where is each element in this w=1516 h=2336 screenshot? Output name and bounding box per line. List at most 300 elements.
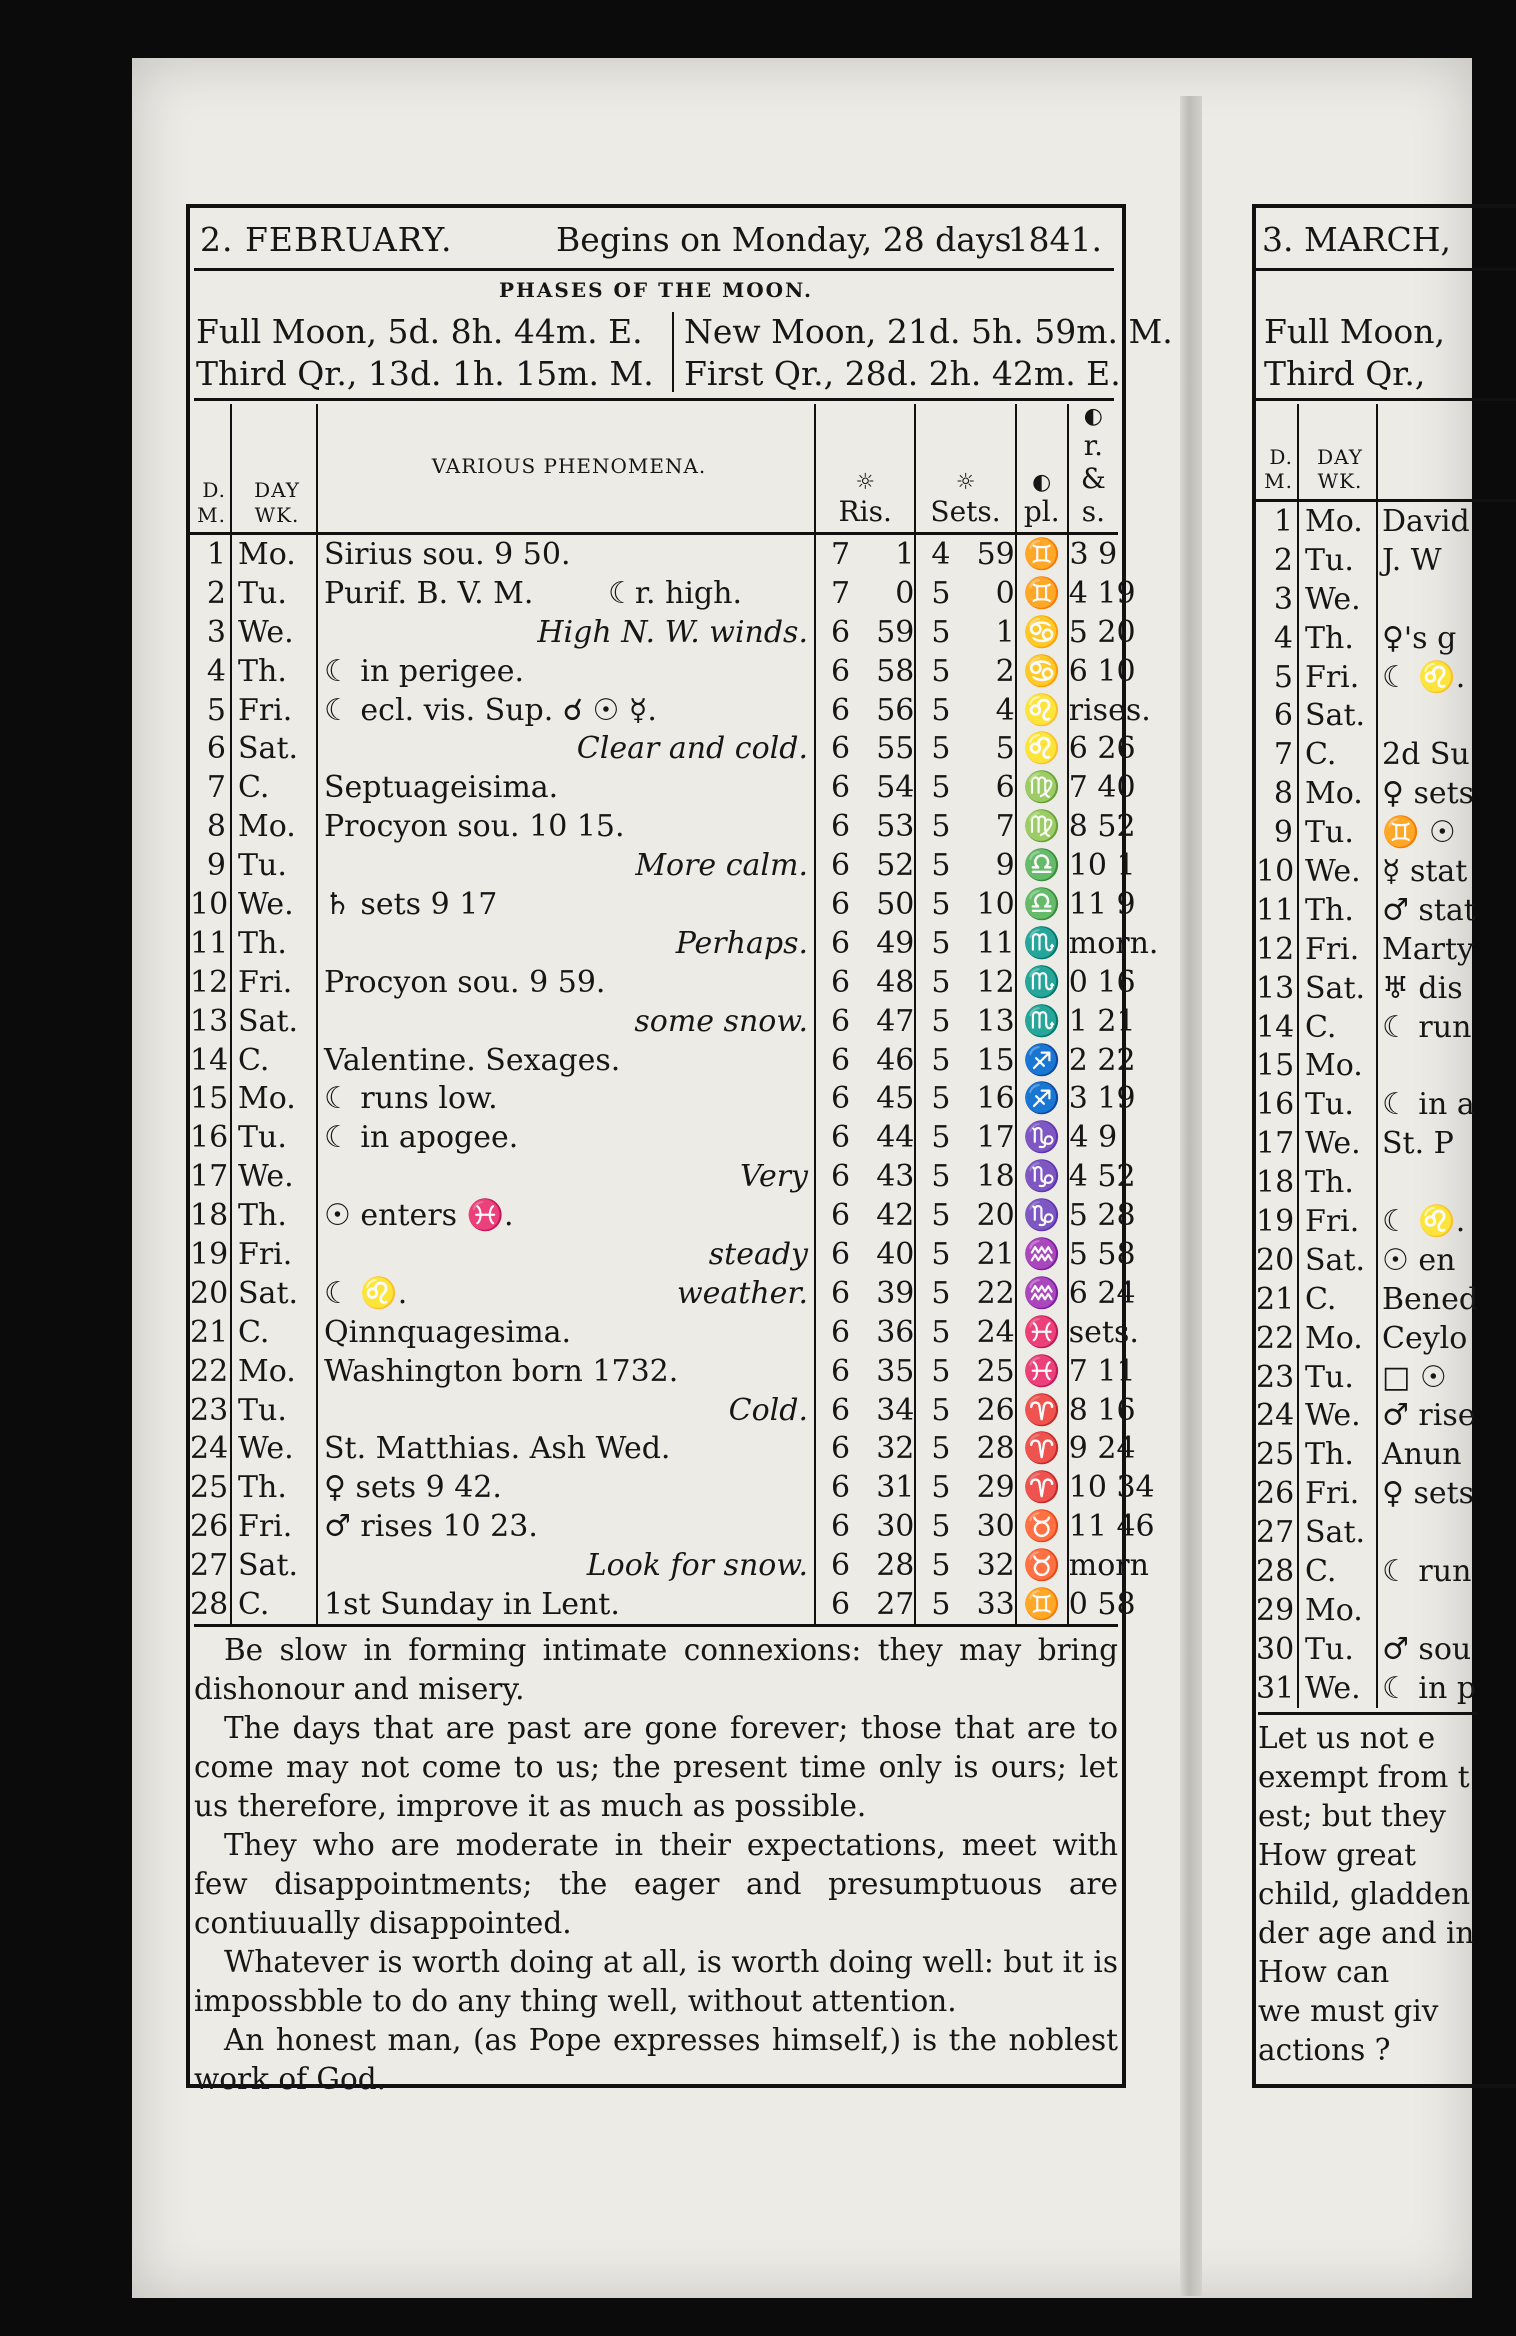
day-of-week: Th.	[231, 1468, 317, 1507]
weather-text: Clear and cold.	[576, 731, 808, 767]
moon-rise-set: 5 28	[1068, 1198, 1136, 1234]
march-table-row	[1256, 1474, 1516, 1513]
march-day-of-week: Mo.	[1298, 1046, 1377, 1085]
sunrise-hour: 6	[831, 886, 851, 922]
sunrise-minute: 45	[865, 1079, 915, 1118]
march-phenomena: ☾ run	[1382, 1553, 1472, 1589]
sunset-hour: 5	[931, 692, 951, 728]
sunset-minute: 17	[966, 1118, 1016, 1157]
moon-place: ♍	[1016, 807, 1068, 846]
sunset-minute: 4	[966, 691, 1016, 730]
sunset-hour: 5	[931, 1081, 951, 1117]
sunset-minute: 0	[966, 574, 1016, 613]
moon-place: ♊	[1016, 574, 1068, 613]
sunset-hour: 5	[931, 1236, 951, 1272]
phenomena-cell	[317, 1313, 815, 1352]
sunrise-hour: 6	[831, 1353, 851, 1389]
march-table-row	[1256, 619, 1516, 658]
march-day-of-week: Th.	[1298, 1435, 1377, 1474]
day-of-month: 9	[190, 846, 231, 885]
march-phenomena	[1377, 1513, 1516, 1552]
march-phenomena	[1377, 580, 1516, 619]
day-of-week: We.	[231, 1157, 317, 1196]
moon-place: ♐	[1016, 1041, 1068, 1080]
sunset-minute: 26	[966, 1391, 1016, 1430]
march-phenomena: ♀ sets	[1382, 776, 1475, 812]
phenomena-cell	[317, 1041, 815, 1080]
march-phenomena: Bened	[1382, 1281, 1479, 1317]
sunrise-hour: 7	[831, 575, 851, 611]
march-table-row	[1256, 1669, 1516, 1708]
sunrise-hour: 6	[831, 1586, 851, 1622]
phenomena-cell	[317, 1585, 815, 1624]
sunrise-minute: 44	[865, 1118, 915, 1157]
march-phenomena	[1377, 1163, 1516, 1202]
moon-rise-set: 3 19	[1068, 1081, 1136, 1117]
moon-rise-set: 3 9	[1069, 536, 1118, 572]
sunset-minute: 21	[966, 1235, 1016, 1274]
sunset-hour: 5	[931, 1275, 951, 1311]
day-of-month: 21	[190, 1313, 231, 1352]
march-day-of-month: 3	[1256, 580, 1298, 619]
year-label: 1841.	[1007, 220, 1102, 259]
table-row	[190, 1468, 1118, 1507]
sunset-minute: 9	[966, 846, 1016, 885]
march-day-of-week: Fri.	[1298, 658, 1377, 697]
moon-icon: ◐	[1032, 470, 1052, 495]
sunrise-minute: 54	[865, 768, 915, 807]
col-moon-rise-set: ◐ r. & s.	[1068, 404, 1118, 534]
sunrise-minute: 32	[865, 1429, 915, 1468]
sunrise-hour: 6	[831, 1081, 851, 1117]
sunrise-hour: 6	[831, 964, 851, 1000]
day-of-month: 11	[190, 924, 231, 963]
sunrise-hour: 6	[831, 1548, 851, 1584]
phenomena-cell	[317, 1118, 815, 1157]
march-page	[1252, 204, 1479, 2104]
sunrise-minute: 35	[865, 1352, 915, 1391]
table-row	[190, 963, 1118, 1002]
march-table-row	[1256, 1241, 1516, 1280]
march-table-row	[1256, 541, 1516, 580]
day-of-month: 28	[190, 1585, 231, 1624]
march-day-of-week: Th.	[1298, 891, 1377, 930]
march-day-of-week: We.	[1298, 1124, 1377, 1163]
sunset-hour: 4	[931, 536, 951, 572]
march-day-of-week: We.	[1298, 852, 1377, 891]
phase-third-quarter: Third Qr., 13d. 1h. 15m. M.	[196, 354, 654, 393]
march-phenomena	[1377, 1591, 1516, 1630]
moon-place: ♓	[1016, 1352, 1068, 1391]
day-of-week: Mo.	[231, 534, 317, 574]
day-of-week: Tu.	[231, 1391, 317, 1430]
day-of-week: Fri.	[231, 963, 317, 1002]
day-of-week: Tu.	[231, 846, 317, 885]
sunrise-minute: 0	[865, 574, 915, 613]
march-table-row	[1256, 696, 1516, 735]
weather-text: More calm.	[635, 848, 808, 884]
moon-rise-set: 0 16	[1068, 964, 1136, 1000]
march-phenomena: David	[1382, 503, 1470, 539]
march-day-of-month: 2	[1256, 541, 1298, 580]
march-day-of-week: Tu.	[1298, 1358, 1377, 1397]
sunset-minute: 11	[966, 924, 1016, 963]
table-row	[190, 534, 1118, 574]
table-row	[190, 1118, 1118, 1157]
march-day-of-week: C.	[1298, 1552, 1377, 1591]
phenomenon-text: Washington born 1732.	[324, 1353, 679, 1389]
february-table	[190, 404, 1159, 1624]
table-row	[190, 1079, 1118, 1118]
table-row	[190, 846, 1118, 885]
moon-rise-set: 5 20	[1068, 614, 1136, 650]
sunrise-minute: 59	[865, 613, 915, 652]
table-row	[190, 1429, 1118, 1468]
phenomenon-text: ☾ in apogee.	[324, 1120, 519, 1156]
day-of-month: 15	[190, 1079, 231, 1118]
march-text-line: est; but they	[1258, 1799, 1446, 1833]
sunrise-minute: 53	[865, 807, 915, 846]
moon-place: ♉	[1016, 1507, 1068, 1546]
march-day-of-week: Fri.	[1298, 930, 1377, 969]
phase-divider	[672, 312, 674, 392]
moon-place: ♊	[1016, 534, 1068, 574]
moon-place: ♑	[1016, 1157, 1068, 1196]
march-table-row	[1256, 1163, 1516, 1202]
moon-rise-set: sets.	[1068, 1314, 1139, 1350]
phenomenon-text: ♂ rises 10 23.	[324, 1509, 538, 1545]
moon-rise-set: 9 24	[1068, 1431, 1136, 1467]
moon-place: ♒	[1016, 1274, 1068, 1313]
march-day-of-month: 9	[1256, 813, 1298, 852]
phase-full-moon: Full Moon, 5d. 8h. 44m. E.	[196, 312, 643, 351]
march-day-of-month: 25	[1256, 1435, 1298, 1474]
march-day-of-month: 20	[1256, 1241, 1298, 1280]
phenomenon-text: Sirius sou. 9 50.	[324, 536, 571, 572]
sunset-hour: 5	[931, 1470, 951, 1506]
day-of-month: 24	[190, 1429, 231, 1468]
weather-text: weather.	[676, 1275, 808, 1311]
march-day-of-week: Th.	[1298, 1163, 1377, 1202]
sunrise-minute: 56	[865, 691, 915, 730]
phenomenon-text: ☾ runs low.	[324, 1081, 498, 1117]
march-day-of-week: Mo.	[1298, 1591, 1377, 1630]
february-page	[186, 204, 1173, 2096]
march-header-rule	[1256, 268, 1516, 271]
phenomena-cell	[317, 1468, 815, 1507]
moon-rise-set: 6 10	[1068, 653, 1136, 689]
march-day-of-week: We.	[1298, 1669, 1377, 1708]
sunset-minute: 16	[966, 1079, 1016, 1118]
sunrise-hour: 6	[831, 1470, 851, 1506]
phenomena-cell	[317, 652, 815, 691]
phenomena-cell	[317, 885, 815, 924]
day-of-week: C.	[231, 1041, 317, 1080]
march-phenomena: Marty	[1382, 931, 1474, 967]
day-of-month: 1	[190, 534, 231, 574]
sunrise-minute: 36	[865, 1313, 915, 1352]
march-table-row	[1256, 1396, 1516, 1435]
day-of-week: We.	[231, 885, 317, 924]
phenomenon-text: Septuageisima.	[324, 770, 559, 806]
moon-rise-set: 6 24	[1068, 1275, 1136, 1311]
march-phenomena: ☉ en	[1382, 1242, 1456, 1278]
moon-icon: ◐	[1083, 404, 1103, 429]
march-day-of-month: 12	[1256, 930, 1298, 969]
col-sun-sets: ☼ Sets.	[915, 404, 1015, 534]
march-day-of-week: We.	[1298, 580, 1377, 619]
day-of-month: 16	[190, 1118, 231, 1157]
march-table-row	[1256, 580, 1516, 619]
march-text-line: exempt from t	[1258, 1760, 1470, 1794]
march-day-of-month: 21	[1256, 1280, 1298, 1319]
sunset-minute: 24	[966, 1313, 1016, 1352]
march-phenomena: ☾ run	[1382, 1009, 1472, 1045]
march-col-day-of-month: D. M.	[1256, 404, 1298, 501]
march-maxims	[1258, 1712, 1478, 2070]
sunrise-minute: 28	[865, 1546, 915, 1585]
march-table-row	[1256, 1358, 1516, 1397]
day-of-month: 14	[190, 1041, 231, 1080]
march-phenomena: ☿ stat	[1382, 853, 1468, 889]
day-of-week: C.	[231, 1313, 317, 1352]
march-text-line: How great	[1258, 1838, 1417, 1872]
phenomena-cell	[317, 924, 815, 963]
march-table-row	[1256, 969, 1516, 1008]
sunrise-minute: 48	[865, 963, 915, 1002]
march-day-of-week: Tu.	[1298, 1630, 1377, 1669]
sunset-hour: 5	[931, 964, 951, 1000]
sunset-minute: 13	[966, 1002, 1016, 1041]
day-of-week: Sat.	[231, 1002, 317, 1041]
table-row	[190, 924, 1118, 963]
day-of-month: 10	[190, 885, 231, 924]
table-row	[190, 1235, 1118, 1274]
sunrise-hour: 7	[831, 536, 851, 572]
sunrise-hour: 6	[831, 1392, 851, 1428]
sunset-minute: 10	[966, 885, 1016, 924]
phenomenon-text: Valentine. Sexages.	[324, 1042, 621, 1078]
sunrise-minute: 43	[865, 1157, 915, 1196]
header-rule	[194, 268, 1114, 271]
phenomena-cell	[317, 691, 815, 730]
phenomena-cell	[317, 768, 815, 807]
moon-place: ♌	[1016, 729, 1068, 768]
day-of-week: Th.	[231, 924, 317, 963]
march-day-of-month: 6	[1256, 696, 1298, 735]
phenomena-cell	[317, 1274, 815, 1313]
march-day-of-month: 14	[1256, 1008, 1298, 1047]
sunrise-minute: 58	[865, 652, 915, 691]
sunset-hour: 5	[931, 886, 951, 922]
phenomenon-text: Procyon sou. 10 15.	[324, 809, 625, 845]
sunset-hour: 5	[931, 848, 951, 884]
sunset-hour: 5	[931, 1509, 951, 1545]
sunrise-minute: 34	[865, 1391, 915, 1430]
sunset-hour: 5	[931, 1003, 951, 1039]
phenomena-cell	[317, 1196, 815, 1235]
day-of-month: 6	[190, 729, 231, 768]
march-text-line: child, gladden	[1258, 1877, 1471, 1911]
day-of-month: 2	[190, 574, 231, 613]
march-table-row	[1256, 1513, 1516, 1552]
march-day-of-week: C.	[1298, 735, 1377, 774]
day-of-month: 18	[190, 1196, 231, 1235]
phenomena-cell	[317, 1002, 815, 1041]
march-phenomena: ♊ ☉	[1382, 815, 1456, 851]
march-phenomena: ♂ stat	[1382, 892, 1476, 928]
march-phenomena: Ceylo	[1382, 1320, 1468, 1356]
march-phenomena: ☾ ♌.	[1382, 1203, 1466, 1239]
phenomena-cell	[317, 1079, 815, 1118]
moon-place: ♈	[1016, 1468, 1068, 1507]
march-day-of-week: C.	[1298, 1280, 1377, 1319]
col-day-of-month: D. M.	[190, 404, 231, 534]
sunrise-hour: 6	[831, 1003, 851, 1039]
march-table-row	[1256, 1435, 1516, 1474]
sunset-minute: 33	[966, 1585, 1016, 1624]
march-table-row	[1256, 1630, 1516, 1669]
sunset-hour: 5	[931, 731, 951, 767]
day-of-week: Fri.	[231, 1507, 317, 1546]
sunrise-hour: 6	[831, 1431, 851, 1467]
moon-rise-set: 1 21	[1068, 1003, 1136, 1039]
sunrise-hour: 6	[831, 731, 851, 767]
weather-text: High N. W. winds.	[537, 614, 808, 650]
march-day-of-month: 5	[1256, 658, 1298, 697]
moon-place: ♎	[1016, 885, 1068, 924]
table-row	[190, 1313, 1118, 1352]
day-of-week: Fri.	[231, 1235, 317, 1274]
sunrise-minute: 49	[865, 924, 915, 963]
day-of-week: Th.	[231, 652, 317, 691]
sunset-hour: 5	[931, 1198, 951, 1234]
moon-place: ♍	[1016, 768, 1068, 807]
march-phenomena: ☾ ♌.	[1382, 659, 1466, 695]
phase-new-moon: New Moon, 21d. 5h. 59m. M.	[684, 312, 1173, 351]
sunset-minute: 18	[966, 1157, 1016, 1196]
march-day-of-month: 31	[1256, 1669, 1298, 1708]
table-row	[190, 691, 1118, 730]
march-text-line: we must giv	[1258, 1994, 1439, 2028]
sunrise-minute: 42	[865, 1196, 915, 1235]
march-table-row	[1256, 658, 1516, 697]
march-text-line: How can	[1258, 1955, 1390, 1989]
march-day-of-week: Mo.	[1298, 774, 1377, 813]
day-of-month: 5	[190, 691, 231, 730]
moon-place: ♋	[1016, 652, 1068, 691]
sunset-minute: 29	[966, 1468, 1016, 1507]
sunset-hour: 5	[931, 1586, 951, 1622]
march-day-of-month: 11	[1256, 891, 1298, 930]
month-begins: Begins on Monday, 28 days	[556, 220, 1012, 259]
sunrise-minute: 1	[865, 534, 915, 574]
march-day-of-month: 22	[1256, 1319, 1298, 1358]
march-phenomena: 2d Su	[1382, 737, 1470, 773]
sunset-hour: 5	[931, 1548, 951, 1584]
march-day-of-week: C.	[1298, 1008, 1377, 1047]
weather-text: some snow.	[634, 1003, 808, 1039]
table-row	[190, 729, 1118, 768]
phenomenon-text: 1st Sunday in Lent.	[324, 1586, 620, 1622]
sunrise-minute: 39	[865, 1274, 915, 1313]
march-col-phenomena	[1377, 404, 1516, 501]
moon-place: ♑	[1016, 1196, 1068, 1235]
sun-icon: ☼	[955, 470, 976, 495]
moon-rise-set: 11 9	[1068, 886, 1136, 922]
march-table-row	[1256, 1046, 1516, 1085]
day-of-week: We.	[231, 613, 317, 652]
day-of-week: Sat.	[231, 729, 317, 768]
day-of-month: 7	[190, 768, 231, 807]
day-of-month: 4	[190, 652, 231, 691]
march-table-row	[1256, 1552, 1516, 1591]
march-phenomena: St. P	[1382, 1126, 1454, 1162]
day-of-month: 22	[190, 1352, 231, 1391]
march-day-of-week: Sat.	[1298, 969, 1377, 1008]
moon-place: ♏	[1016, 963, 1068, 1002]
march-day-of-month: 30	[1256, 1630, 1298, 1669]
moon-place: ♈	[1016, 1429, 1068, 1468]
march-day-of-week: Sat.	[1298, 1513, 1377, 1552]
sunrise-hour: 6	[831, 1275, 851, 1311]
march-day-of-week: Tu.	[1298, 1085, 1377, 1124]
march-day-of-month: 29	[1256, 1591, 1298, 1630]
march-phenomena: ♂ rise	[1382, 1398, 1476, 1434]
moon-place: ♉	[1016, 1546, 1068, 1585]
maxim-paragraph: Be slow in forming intimate connexions: they may bring dishonour and misery.	[194, 1633, 1118, 1706]
moon-rise-set: 8 52	[1068, 809, 1136, 845]
sunrise-hour: 6	[831, 653, 851, 689]
day-of-month: 25	[190, 1468, 231, 1507]
moon-rise-set: morn	[1068, 1548, 1149, 1584]
moon-rise-set: rises.	[1068, 692, 1151, 728]
moon-place: ♓	[1016, 1313, 1068, 1352]
day-of-week: Th.	[231, 1196, 317, 1235]
march-table-row	[1256, 852, 1516, 891]
sunset-minute: 30	[966, 1507, 1016, 1546]
moon-place: ♒	[1016, 1235, 1068, 1274]
march-phenomena: ♅ dis	[1382, 970, 1463, 1006]
sunrise-hour: 6	[831, 1042, 851, 1078]
march-day-of-month: 19	[1256, 1202, 1298, 1241]
march-table	[1256, 404, 1516, 1708]
phenomena-cell	[317, 574, 815, 613]
moon-place: ♋	[1016, 613, 1068, 652]
maxim-paragraph: The days that are past are gone forever; those that are to come may not come to us; the present time only is ours; let us therefore, improve it as much as possible.	[194, 1711, 1118, 1823]
moon-rise-set: 7 40	[1068, 770, 1136, 806]
march-day-of-month: 17	[1256, 1124, 1298, 1163]
sunset-minute: 5	[966, 729, 1016, 768]
phenomenon-text: ☉ enters ♓.	[324, 1198, 514, 1234]
day-of-month: 3	[190, 613, 231, 652]
sunset-hour: 5	[931, 1431, 951, 1467]
sunset-minute: 32	[966, 1546, 1016, 1585]
day-of-week: Tu.	[231, 1118, 317, 1157]
sunrise-hour: 6	[831, 1509, 851, 1545]
phenomenon-text: ☾ ecl. vis. Sup. ☌ ☉ ☿.	[324, 692, 657, 728]
march-day-of-week: Th.	[1298, 619, 1377, 658]
march-table-row	[1256, 1124, 1516, 1163]
day-of-week: Mo.	[231, 807, 317, 846]
day-of-week: Sat.	[231, 1546, 317, 1585]
maxim-paragraph: They who are moderate in their expectations, meet with few disappointments; the eager and presumptuous are contiuually disappointed.	[194, 1828, 1118, 1940]
day-of-week: Mo.	[231, 1079, 317, 1118]
march-table-row	[1256, 1008, 1516, 1047]
march-phenomena: J. W	[1382, 542, 1442, 578]
phenomenon-text: ☾ in perigee.	[324, 653, 525, 689]
march-table-row	[1256, 1319, 1516, 1358]
